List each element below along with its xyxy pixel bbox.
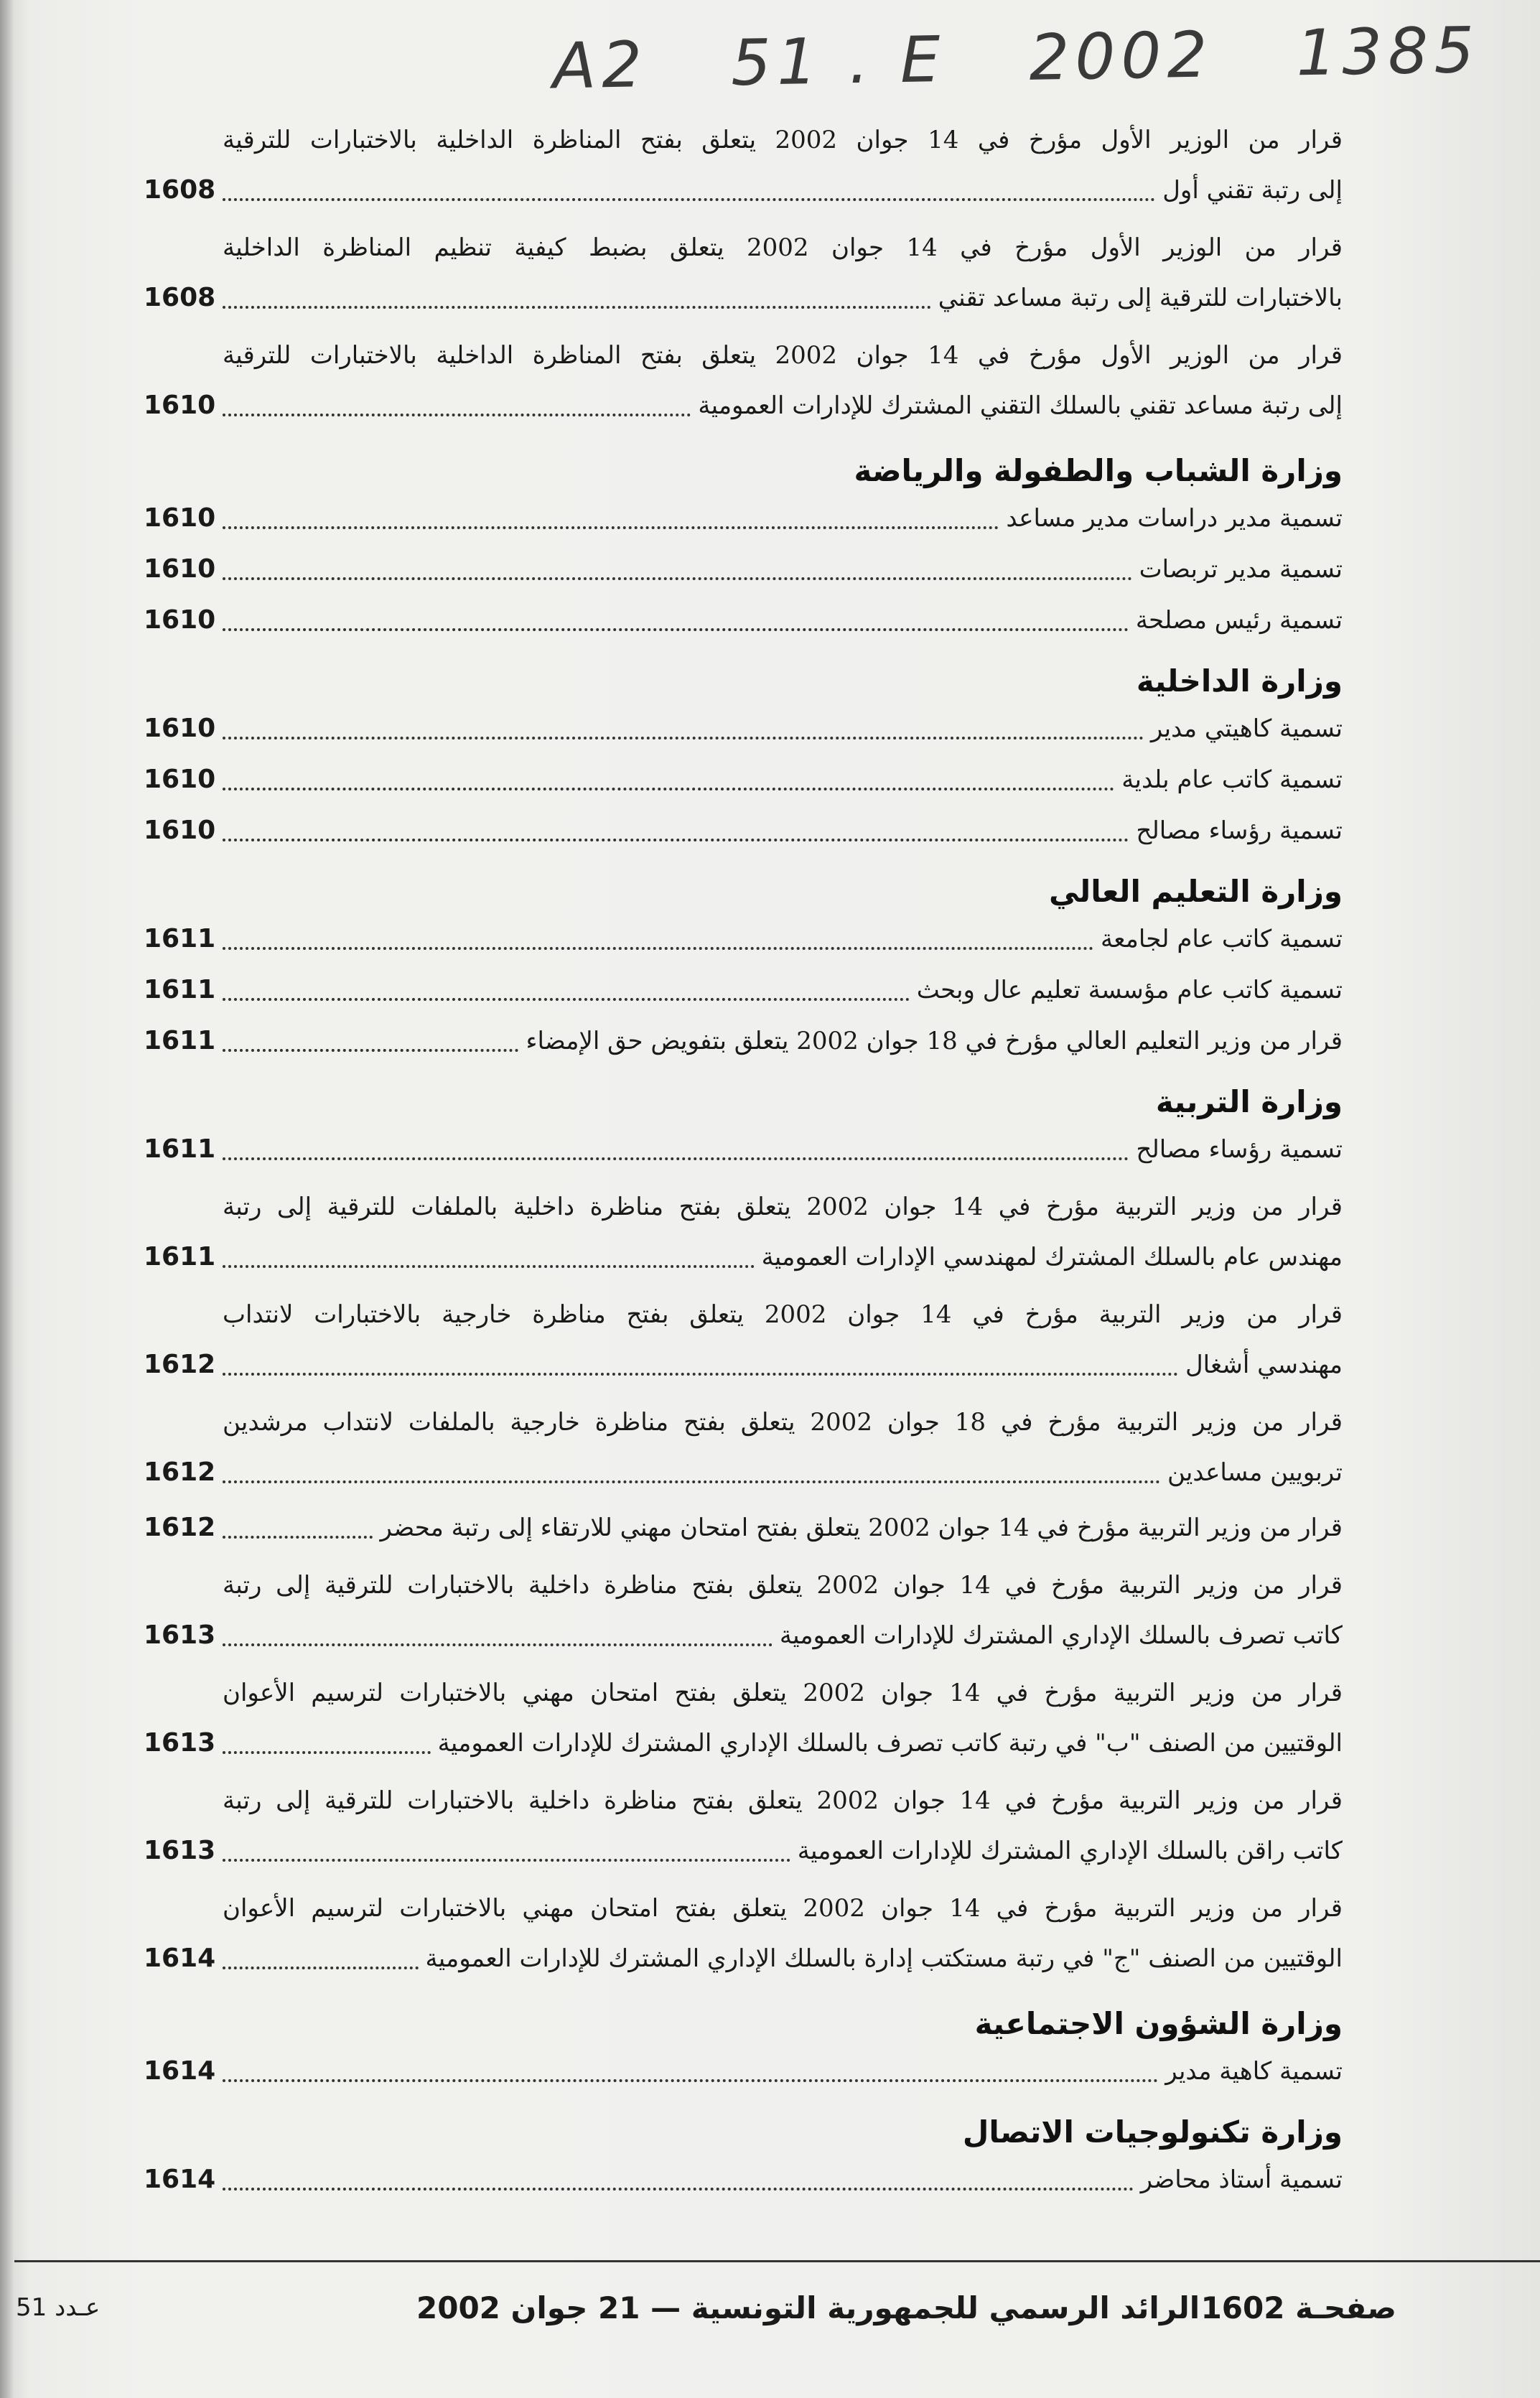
leader-dots	[223, 2188, 1133, 2191]
entry-text-line: الوقتيين من الصنف "ج" في رتبة مستكتب إدارة بالسلك الإداري المشترك للإدارات العمومية	[425, 1944, 1343, 1973]
entry-page-number: 1611	[144, 1242, 216, 1272]
entry-page-number: 1608	[144, 283, 216, 312]
handwritten-code: A2	[551, 27, 648, 103]
entry-page-number: 1612	[144, 1457, 216, 1487]
section-heading: وزارة التربية	[1155, 1084, 1343, 1119]
entry-text: تسمية أستاذ محاضر	[1140, 2165, 1343, 2194]
leader-dots	[223, 947, 1093, 950]
page-footer	[0, 2290, 1540, 2348]
handwritten-issue: 51 . E	[730, 22, 947, 101]
entry-text: قرار من وزير التعليم العالي مؤرخ في 18 جوان 2002 يتعلق بتفويض حق الإمضاء	[526, 1027, 1343, 1055]
entry-page-number: 1610	[144, 816, 216, 845]
leader-dots	[223, 526, 999, 529]
entry-text-line: كاتب تصرف بالسلك الإداري المشترك للإدارات العمومية	[779, 1621, 1343, 1650]
entry-text-line: تربويين مساعدين	[1167, 1458, 1343, 1487]
entry-page-number: 1611	[144, 1134, 216, 1164]
toc-entry	[144, 1883, 1343, 1984]
toc-entry	[144, 1776, 1343, 1876]
leader-dots	[223, 1157, 1129, 1160]
entry-text-line: قرار من وزير التربية مؤرخ في 14 جوان 2002 يتعلق بفتح مناظرة داخلية بالاختبارات للترقية إلى رتبة	[223, 1786, 1343, 1815]
toc-entry	[144, 754, 1343, 805]
entry-text: تسمية مدير تربصات	[1139, 555, 1343, 584]
section-heading: وزارة الشباب والطفولة والرياضة	[854, 453, 1343, 488]
entry-text: تسمية كاتب عام بلدية	[1121, 765, 1343, 794]
leader-dots	[223, 1859, 790, 1862]
toc-entry	[144, 1182, 1343, 1282]
leader-dots	[223, 198, 1155, 201]
entry-page-number: 1610	[144, 554, 216, 584]
entry-text-line: قرار من وزير التربية مؤرخ في 18 جوان 2002 يتعلق بفتح مناظرة خارجية بالملفات لانتداب مرشدين	[223, 1408, 1343, 1437]
entry-page-number: 1613	[144, 1620, 216, 1650]
leader-dots	[223, 1265, 754, 1268]
toc-entry	[144, 805, 1343, 856]
leader-dots	[223, 737, 1144, 740]
leader-dots	[223, 998, 910, 1001]
toc-entry	[144, 2154, 1343, 2205]
toc-entry	[144, 493, 1343, 543]
leader-dots	[223, 1373, 1178, 1376]
entry-page-number: 1610	[144, 765, 216, 794]
footer-journal-title: الرائد الرسمي للجمهورية التونسية — 21 جوان 2002	[416, 2290, 1200, 2325]
toc-entry	[144, 543, 1343, 594]
entry-page-number: 1612	[144, 1350, 216, 1379]
footer-divider	[14, 2260, 1540, 2262]
leader-dots	[223, 1049, 518, 1052]
entry-page-number: 1612	[144, 1513, 216, 1542]
toc-entry	[144, 1560, 1343, 1661]
entry-text-line: مهندسي أشغال	[1185, 1350, 1343, 1379]
leader-dots	[223, 1643, 773, 1646]
toc-entry	[144, 964, 1343, 1015]
section-heading: وزارة الشؤون الاجتماعية	[974, 2006, 1343, 2041]
toc-entry	[144, 913, 1343, 964]
section-heading: وزارة الداخلية	[1136, 663, 1343, 699]
footer-issue-number: عـدد 51	[16, 2293, 101, 2322]
leader-dots	[223, 628, 1129, 631]
leader-dots	[223, 1480, 1160, 1483]
handwritten-note	[551, 12, 1481, 123]
entry-text: تسمية مدير دراسات مدير مساعد	[1006, 504, 1343, 533]
entry-text: تسمية كاتب عام لجامعة	[1101, 925, 1343, 953]
entry-text-line: قرار من الوزير الأول مؤرخ في 14 جوان 2002 يتعلق بضبط كيفية تنظيم المناظرة الداخلية	[223, 233, 1343, 262]
entry-page-number: 1611	[144, 924, 216, 953]
toc-entry	[144, 1015, 1343, 1066]
leader-dots	[223, 1751, 430, 1754]
entry-text-line: قرار من الوزير الأول مؤرخ في 14 جوان 2002 يتعلق بفتح المناظرة الداخلية بالاختبارات للترقية	[223, 341, 1343, 370]
leader-dots	[223, 306, 931, 309]
entry-text-line: مهندس عام بالسلك المشترك لمهندسي الإدارات العمومية	[761, 1243, 1343, 1272]
entry-text: تسمية رؤساء مصالح	[1136, 1135, 1343, 1164]
handwritten-year: 2002	[1028, 17, 1214, 95]
entry-text-line: بالاختبارات للترقية إلى رتبة مساعد تقني	[938, 284, 1343, 312]
entry-page-number: 1614	[144, 1944, 216, 1973]
toc-entry	[144, 1124, 1343, 1175]
toc-entry	[144, 115, 1343, 215]
entry-text-line: قرار من وزير التربية مؤرخ في 14 جوان 2002 يتعلق بفتح مناظرة خارجية بالاختبارات لانتداب	[223, 1300, 1343, 1329]
toc-entry	[144, 594, 1343, 645]
entry-page-number: 1610	[144, 391, 216, 420]
toc-entry	[144, 1397, 1343, 1498]
entry-text-line: قرار من الوزير الأول مؤرخ في 14 جوان 2002 يتعلق بفتح المناظرة الداخلية بالاختبارات للترقية	[223, 126, 1343, 154]
leader-dots	[223, 1536, 373, 1539]
entry-text: تسمية رئيس مصلحة	[1135, 606, 1343, 635]
entry-page-number: 1614	[144, 2056, 216, 2086]
entry-page-number: 1610	[144, 605, 216, 635]
leader-dots	[223, 788, 1114, 790]
table-of-contents	[144, 108, 1343, 2205]
entry-page-number: 1611	[144, 1026, 216, 1055]
leader-dots	[223, 577, 1131, 580]
footer-page-number: صفحـة 1602	[1200, 2290, 1396, 2325]
leader-dots	[223, 2079, 1158, 2082]
leader-dots	[223, 1967, 418, 1969]
toc-entry	[144, 223, 1343, 323]
toc-entry	[144, 2045, 1343, 2096]
entry-page-number: 1611	[144, 975, 216, 1004]
entry-page-number: 1608	[144, 175, 216, 205]
entry-text: تسمية كاهية مدير	[1165, 2057, 1343, 2086]
toc-entry	[144, 330, 1343, 431]
entry-text-line: قرار من وزير التربية مؤرخ في 14 جوان 2002 يتعلق بفتح مناظرة داخلية بالاختبارات للترقية إلى رتبة	[223, 1571, 1343, 1600]
toc-entry	[144, 703, 1343, 754]
entry-text-line: إلى رتبة تقني أول	[1162, 176, 1343, 205]
entry-text-line: الوقتيين من الصنف "ب" في رتبة كاتب تصرف بالسلك الإداري المشترك للإدارات العمومية	[437, 1729, 1343, 1758]
entry-text-line: إلى رتبة مساعد تقني بالسلك التقني المشترك للإدارات العمومية	[698, 391, 1343, 420]
entry-page-number: 1613	[144, 1728, 216, 1758]
leader-dots	[223, 839, 1129, 841]
entry-page-number: 1610	[144, 714, 216, 743]
entry-page-number: 1613	[144, 1836, 216, 1865]
toc-entry	[144, 1289, 1343, 1390]
entry-text: تسمية كاتب عام مؤسسة تعليم عال وبحث	[916, 976, 1343, 1004]
binding-edge	[0, 0, 13, 2398]
entry-text-line: قرار من وزير التربية مؤرخ في 14 جوان 2002 يتعلق بفتح امتحان مهني بالاختبارات لترسيم الأعوان	[223, 1679, 1343, 1707]
section-heading: وزارة التعليم العالي	[1048, 874, 1343, 909]
entry-page-number: 1614	[144, 2165, 216, 2194]
toc-entry	[144, 1668, 1343, 1768]
leader-dots	[223, 414, 691, 416]
section-heading: وزارة تكنولوجيات الاتصال	[962, 2114, 1343, 2150]
entry-page-number: 1610	[144, 503, 216, 533]
entry-text: تسمية رؤساء مصالح	[1136, 816, 1343, 845]
toc-entry	[144, 1502, 1343, 1553]
entry-text: قرار من وزير التربية مؤرخ في 14 جوان 2002 يتعلق بفتح امتحان مهني للارتقاء إلى رتبة محضر	[380, 1513, 1343, 1542]
entry-text-line: كاتب راقن بالسلك الإداري المشترك للإدارات العمومية	[797, 1837, 1343, 1865]
entry-text: تسمية كاهيتي مدير	[1150, 714, 1343, 743]
entry-text-line: قرار من وزير التربية مؤرخ في 14 جوان 2002 يتعلق بفتح امتحان مهني بالاختبارات لترسيم الأعوان	[223, 1894, 1343, 1923]
entry-text-line: قرار من وزير التربية مؤرخ في 14 جوان 2002 يتعلق بفتح مناظرة داخلية بالملفات للترقية إلى رتبة	[223, 1193, 1343, 1221]
handwritten-number: 1385	[1295, 12, 1481, 90]
